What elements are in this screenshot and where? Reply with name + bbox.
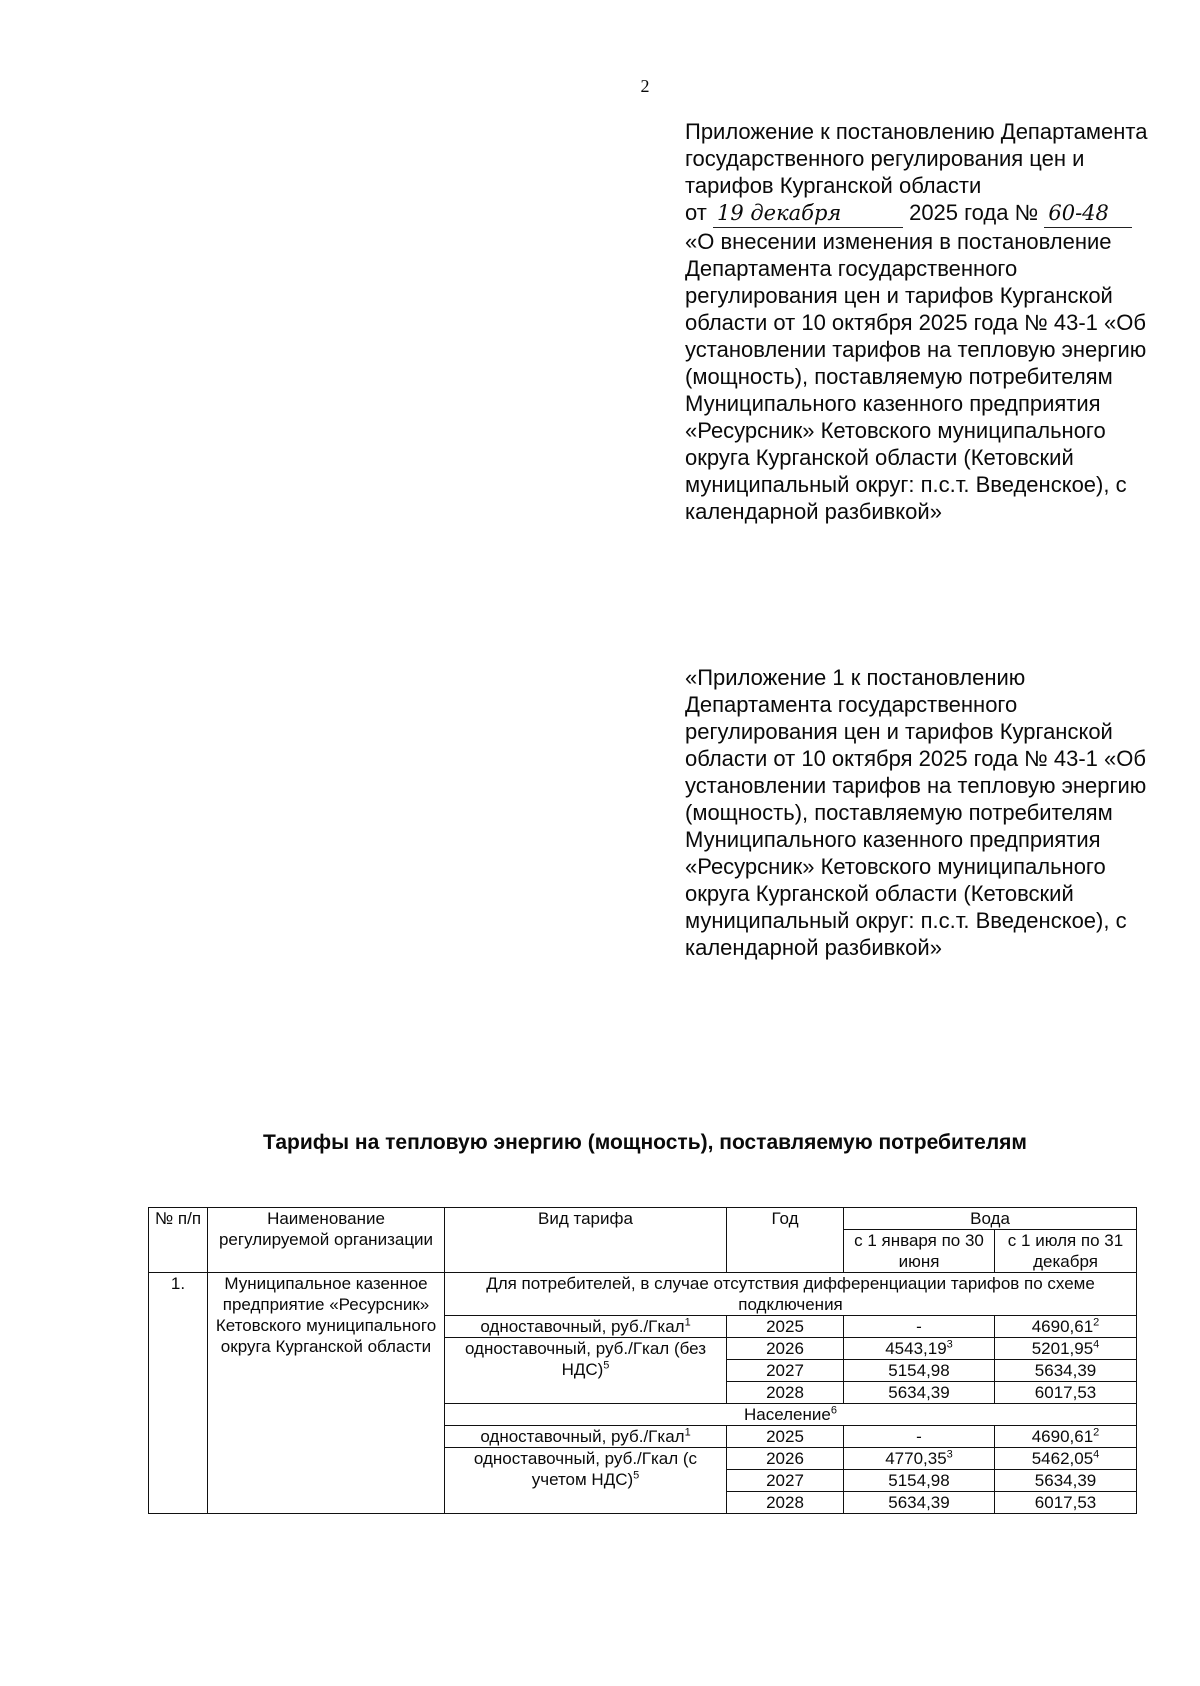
appendix-date-line	[685, 199, 1155, 228]
year-cell: 2025	[727, 1316, 844, 1338]
period-1-value: -	[844, 1426, 995, 1448]
period-2-value: 4690,61$^2$	[995, 1316, 1137, 1338]
year-cell: 2027	[727, 1360, 844, 1382]
header-year: Год	[727, 1208, 844, 1273]
period-1-value: -	[844, 1316, 995, 1338]
quoted-appendix	[685, 664, 1155, 961]
date-middle: 2025 года №	[909, 200, 1039, 225]
header-period-1: с 1 января по 30 июня	[844, 1230, 995, 1273]
period-2-value: 5634,39	[995, 1360, 1137, 1382]
period-2-value: 4690,61$^2$	[995, 1426, 1137, 1448]
period-1-value: 5154,98	[844, 1470, 995, 1492]
handwritten-date: 19 декабря	[713, 200, 903, 228]
period-1-value: 5634,39	[844, 1382, 995, 1404]
tariff-table	[148, 1207, 1137, 1514]
period-1-value: 5634,39	[844, 1492, 995, 1514]
appendix-subject: «О внесении изменения в постановление Департамента государственного регулирования цен и тарифов Курганской области от 10 октября 2025 года № 43-1 «Об установлении тарифов на тепловую энергию (мощность), поставляемую потребителям Муниципального казенного предприятия «Ресурсник» Кетовского муниципального округа Курганской области (Кетовский муниципальный округ: п.с.т. Введенское), с календарной разбивкой»	[685, 229, 1147, 524]
tariff-type-cell: одноставочный, руб./Гкал$^1$	[445, 1426, 727, 1448]
year-cell: 2026	[727, 1448, 844, 1470]
section-title: Население$^6$	[445, 1404, 1137, 1426]
period-2-value: 6017,53	[995, 1382, 1137, 1404]
period-2-value: 6017,53	[995, 1492, 1137, 1514]
tariff-type-cell: одноставочный, руб./Гкал (с учетом НДС)$^5$	[445, 1448, 727, 1514]
year-cell: 2027	[727, 1470, 844, 1492]
period-2-value: 5634,39	[995, 1470, 1137, 1492]
organization-name: Муниципальное казенное предприятие «Ресурсник» Кетовского муниципального округа Курганской области	[208, 1273, 445, 1514]
header-num: № п/п	[149, 1208, 208, 1273]
year-cell: 2026	[727, 1338, 844, 1360]
period-1-value: 4770,35$^3$	[844, 1448, 995, 1470]
header-org: Наименование регулируемой организации	[208, 1208, 445, 1273]
period-1-value: 4543,19$^3$	[844, 1338, 995, 1360]
section-title: Для потребителей, в случае отсутствия дифференциации тарифов по схеме подключения	[445, 1273, 1137, 1316]
handwritten-number: 60-48	[1044, 200, 1132, 228]
header-tariff-type: Вид тарифа	[445, 1208, 727, 1273]
appendix-header	[685, 118, 1155, 525]
period-2-value: 5201,95$^4$	[995, 1338, 1137, 1360]
appendix-title: Приложение к постановлению Департамента государственного регулирования цен и тарифов Курганской области	[685, 119, 1148, 198]
row-number: 1.	[149, 1273, 208, 1514]
page-number: 2	[640, 76, 650, 96]
year-cell: 2028	[727, 1492, 844, 1514]
tariff-type-cell: одноставочный, руб./Гкал (без НДС)$^5$	[445, 1338, 727, 1404]
year-cell: 2028	[727, 1382, 844, 1404]
period-2-value: 5462,05$^4$	[995, 1448, 1137, 1470]
period-1-value: 5154,98	[844, 1360, 995, 1382]
header-water: Вода	[844, 1208, 1137, 1230]
table-title: Тарифы на тепловую энергию (мощность), поставляемую потребителям	[263, 1131, 1027, 1154]
quoted-appendix-text: «Приложение 1 к постановлению Департамента государственного регулирования цен и тарифов Курганской области от 10 октября 2025 года № 43-1 «Об установлении тарифов на тепловую энергию (мощность), поставляемую потребителям Муниципального казенного предприятия «Ресурсник» Кетовского муниципального округа Курганской области (Кетовский муниципальный округ: п.с.т. Введенское), с календарной разбивкой»	[685, 665, 1147, 960]
header-period-2: с 1 июля по 31 декабря	[995, 1230, 1137, 1273]
year-cell: 2025	[727, 1426, 844, 1448]
tariff-type-cell: одноставочный, руб./Гкал$^1$	[445, 1316, 727, 1338]
date-prefix: от	[685, 200, 707, 225]
